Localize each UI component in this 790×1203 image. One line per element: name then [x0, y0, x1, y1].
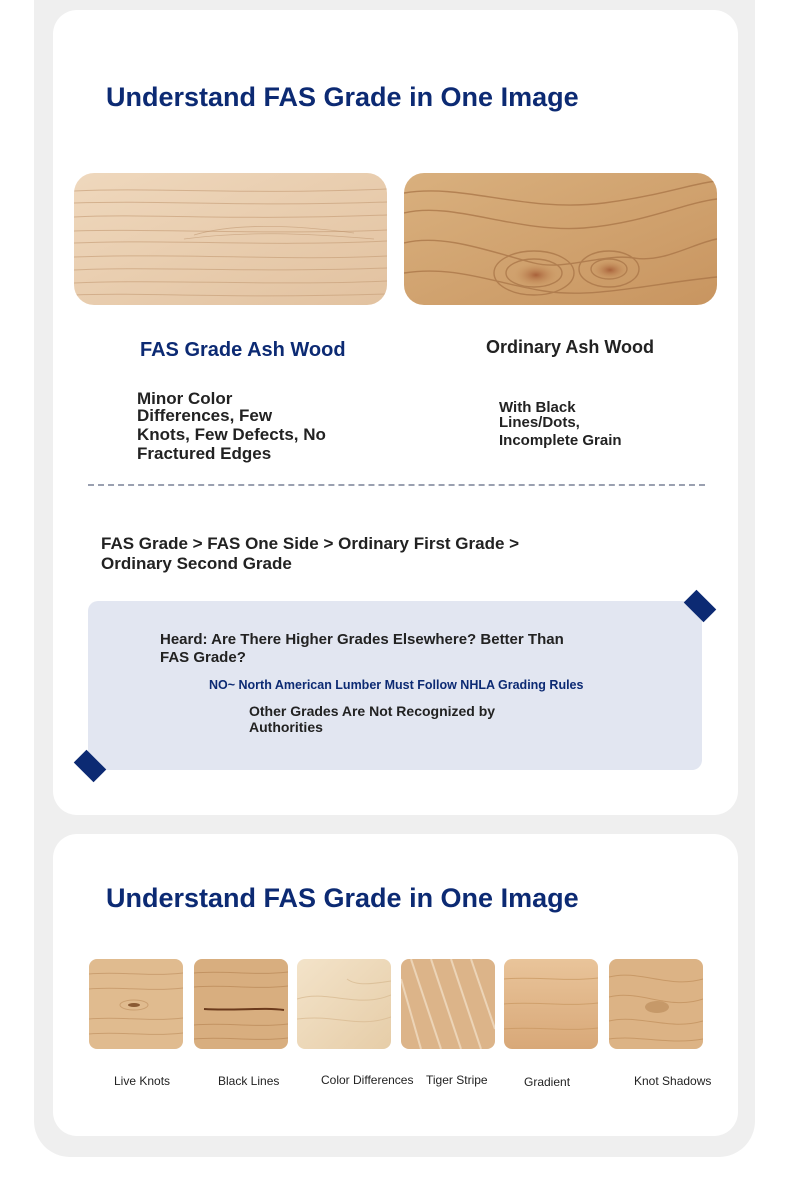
- dashed-divider: [88, 484, 705, 486]
- defect-caption-black-lines: Black Lines: [218, 1074, 280, 1088]
- live-knots-image: [89, 959, 183, 1049]
- faq-note-line: Other Grades Are Not Recognized by: [249, 703, 496, 719]
- ordinary-description: [499, 400, 639, 448]
- tiger-stripe-image: [401, 959, 495, 1049]
- ordinary-desc-line: With Black: [499, 399, 576, 416]
- defect-caption-tiger-stripe: Tiger Stripe: [426, 1073, 488, 1087]
- ordinary-ash-wood-image: [404, 173, 717, 305]
- ordinary-grade-label: Ordinary Ash Wood: [486, 337, 655, 357]
- grade-order-line: FAS Grade > FAS One Side > Ordinary First Grade >: [101, 534, 520, 553]
- grade-order-text: [101, 534, 571, 574]
- ordinary-desc-line: Incomplete Grain: [499, 432, 622, 449]
- fas-grade-label: FAS Grade Ash Wood: [140, 339, 346, 361]
- fas-desc-line: Fractured Edges: [137, 444, 272, 463]
- faq-answer: NO~ North American Lumber Must Follow NHLA Grading Rules: [209, 678, 584, 692]
- grade-order-line: Ordinary Second Grade: [101, 554, 292, 573]
- fas-desc-line: Knots, Few Defects, No: [137, 425, 326, 444]
- faq-question: [160, 631, 590, 667]
- fas-desc-line: Differences, Few: [137, 406, 273, 425]
- faq-note-line: Authorities: [249, 719, 323, 735]
- knot-shadows-image: [609, 959, 703, 1049]
- ordinary-desc-line: Lines/Dots,: [499, 414, 580, 431]
- black-lines-image: [194, 959, 288, 1049]
- defect-caption-gradient: Gradient: [524, 1075, 571, 1089]
- color-differences-image: [297, 959, 391, 1049]
- defect-caption-color-differences: Color Differences: [321, 1073, 414, 1087]
- section-title: Understand FAS Grade in One Image: [106, 82, 579, 112]
- defect-caption-live-knots: Live Knots: [114, 1074, 171, 1088]
- fas-ash-wood-image: [74, 173, 387, 305]
- gradient-image: [504, 959, 598, 1049]
- fas-desc-line: Minor Color: [137, 389, 233, 408]
- section-title-2: Understand FAS Grade in One Image: [106, 883, 579, 913]
- faq-note: [249, 703, 529, 735]
- defect-caption-knot-shadows: Knot Shadows: [634, 1074, 712, 1088]
- faq-question-line: Heard: Are There Higher Grades Elsewhere? Better Than: [160, 631, 564, 648]
- fas-description: [137, 390, 337, 462]
- faq-question-line: FAS Grade?: [160, 649, 246, 666]
